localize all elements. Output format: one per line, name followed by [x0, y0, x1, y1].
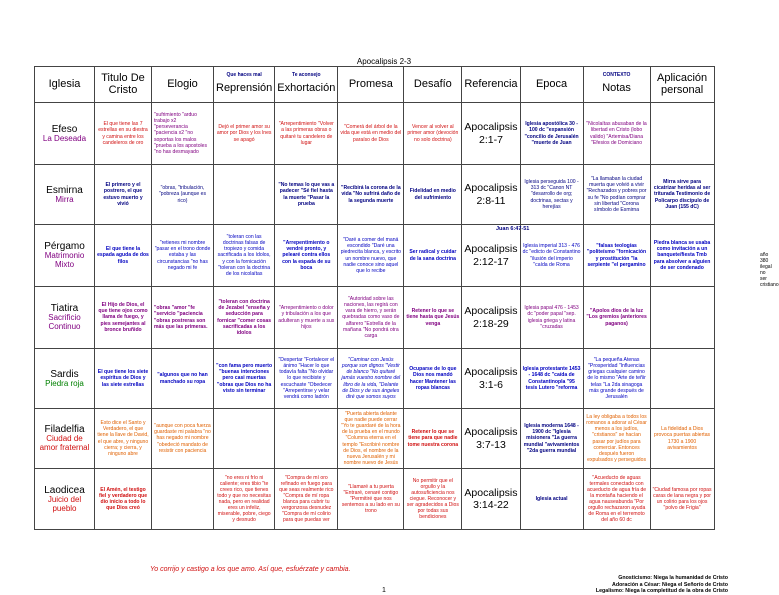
reprension-cell: "toleran con las doctrinas falsas de tropiezo y comida sacrificada a los ídolos, y con la fornicación "toleran con la doctrina de los nicolaítas	[214, 225, 275, 287]
exhortacion-cell: "Compra de mí oro refinado en fuego para que seas realmente rico "Compra de mí ropa blanca para cubrir tu vergonzosa desnudez "Compra de mí colirio para que puedas ver	[275, 469, 338, 530]
church-cell	[35, 469, 95, 530]
elogio-cell	[152, 469, 214, 530]
elogio-cell: "algunos que no han manchado su ropa	[152, 349, 214, 409]
notas-cell: "La llamaban la ciudad muerta que volvió a vivir "Rechazados y pobres por su fe "No podían comprar sin libertad "Corona símbolo de Esmirna	[583, 165, 650, 225]
desafio-cell: Vencer al volver al primer amor (devoción no solo doctrina)	[404, 103, 462, 165]
reprension-cell	[214, 165, 275, 225]
notas-cell: "La pequeña Atenas "Prosperidad "Influencias griegas cualquier camino de lo mismo "Arte de teñir telas "La 2da sinagoga más grande después de Jerusalén	[583, 349, 650, 409]
header-iglesia: Iglesia	[35, 67, 95, 103]
reprension-cell: "no eres ni frío ni caliente; eres tibio "te crees rico, que tienes todo y que no necesitas nada, pero en realidad eres un infeliz, miserable, pobre, ciego y desnudo	[214, 469, 275, 530]
church-name: Laodicea	[44, 484, 85, 496]
epoca-cell: Iglesia protestante 1453 - 1648 dc "caída de Constantinopla "95 tesis Lutero "reforma	[520, 349, 583, 409]
table-row	[35, 103, 715, 165]
header-reprension-label: Reprensión	[216, 81, 273, 94]
church-meaning: Mirra	[55, 194, 74, 204]
note-line: Gnosticismo: Niega la humanidad de Cristo	[618, 575, 728, 581]
aplicacion-cell	[650, 287, 714, 349]
elogio-cell: "aunque con poca fuerza guardaste mi palabra "no has negado mi nombre "obedeció mandato de resistir con paciencia	[152, 409, 214, 469]
epoca-cell: Iglesia actual	[520, 469, 583, 530]
aplicacion-cell: La fidelidad a Dios provoca puertas abiertas 1730 a 1900 avivamientos	[650, 409, 714, 469]
epoca-cell: Iglesia perseguida 100 - 313 dc "Canon NT "desarrollo de org; doctrinas, sectas y herejías	[520, 165, 583, 225]
exhortacion-cell: "Arrepentimiento o vendré pronto, y pelearé contra ellos con la espada de su boca	[275, 225, 338, 287]
header-notas-label: Notas	[602, 81, 631, 94]
aplicacion-cell: Mirra sirve para cicatrizar heridas al ser triturada Testimonio de Policarpo discípulo de Juan (155 dC)	[650, 165, 714, 225]
church-name: Efeso	[51, 123, 78, 135]
promesa-cell: "Puerta abierta delante que nadie puede cerrar "Yo te guardaré de la hora de la prueba en el mundo "Columna eterna en el templo "Escribiré nombre de Dios, el nombre de la nueva Jerusalén y mi nombre nuevo de Jesús	[338, 409, 404, 469]
side-note-esmirna: año 380 ilegal no ser cristiano	[760, 252, 779, 288]
notas-cell: "Apolos dios de la luz "Los gremios (anteriores paganos)	[583, 287, 650, 349]
notas-cell: La ley obligaba a todos los romanos a adorar al César menos a los judíos, "cristianos" se hacían pasar por judíos para comerciar. Entonces después fueron expulsados y perseguidos	[583, 409, 650, 469]
church-meaning: Piedra roja	[45, 378, 84, 388]
notas-cell: "Nicolaítas abusaban de la libertad en Cristo (lobo valido) "Artemisa/Diana "Efesios de Domiciano	[583, 103, 650, 165]
desafio-cell: Retener lo que se tiene hasta que Jesús venga	[404, 287, 462, 349]
titulo-cell: El que tiene los siete espíritus de Dios y las siete estrellas	[95, 349, 152, 409]
church-cell	[35, 349, 95, 409]
church-name: Esmirna	[46, 184, 83, 196]
desafio-cell: Retener lo que se tiene para que nadie tome nuestra corona	[404, 409, 462, 469]
reprension-cell	[214, 409, 275, 469]
church-cell	[35, 103, 95, 165]
header-aplicacion: Aplicación personal	[650, 67, 714, 103]
note-line: Legalismo: Niega la completitud de la obra de Cristo	[595, 588, 728, 595]
church-meaning: Matrimonio Mixto	[44, 251, 85, 269]
promesa-cell: "Daré a comer del maná escondido "Daré una piedrecita blanca, y escrito un nombre nuevo, que nadie conoce sino aquel que lo recibe	[338, 225, 404, 287]
table-row	[35, 287, 715, 349]
desafio-cell: No permitir que el orgullo y la autosuficiencia nos ciegue. Reconocer y ser agradecidos a Dios por todas sus bendiciones	[404, 469, 462, 530]
titulo-cell: El Hijo de Dios, el que tiene ojos como llama de fuego, y pies semejantes al bronce bruñido	[95, 287, 152, 349]
exhortacion-cell	[275, 409, 338, 469]
epoca-cell: Iglesia papal 476 - 1453 dc "poder papal "sep. iglesia griega y latina "cruzadas	[520, 287, 583, 349]
reprension-cell: "toleran con doctrina de Jezabel "enseña y seducción para fornicar "comer cosas sacrificadas a los ídolos	[214, 287, 275, 349]
promesa-cell: "Caminar con Jesús porque son dignos "Vestir de blanco "No quitaré jamás vuestro nombre del libro de la vida, "Delante de Dios y de sus ángeles diré que somos suyos	[338, 349, 404, 409]
page-number: 1	[382, 587, 386, 594]
church-name: Filadelfia	[44, 424, 85, 436]
header-row	[35, 67, 715, 103]
header-promesa: Promesa	[338, 67, 404, 103]
church-cell	[35, 225, 95, 287]
aplicacion-cell: "Ciudad famosa por ropas caras de lana negra y por un colirio para los ojos "polvo de Frigia"	[650, 469, 714, 530]
header-reprension	[214, 67, 275, 103]
church-name: Tiatira	[50, 303, 79, 315]
table-row	[35, 225, 715, 287]
promesa-cell: "Autoridad sobre las naciones, las regirá con vara de hierro, y serán quebradas como vaso de alfarero "Estrella de la mañana "No pondrá otra carga	[338, 287, 404, 349]
church-name: Sardis	[50, 368, 79, 380]
juan-reference-note: Juan 6:47-51	[496, 226, 530, 232]
desafio-cell: Fidelidad en medio del sufrimiento	[404, 165, 462, 225]
header-reprension-top: Que haces mal	[226, 72, 262, 79]
reprension-cell: Dejó el primer amor su amor por Dios y los lnes se apagó	[214, 103, 275, 165]
church-meaning: Juicio del pueblo	[47, 494, 82, 513]
comparison-table	[34, 66, 715, 530]
church-cell	[35, 287, 95, 349]
referencia-cell: Apocalipsis 2:12-17	[462, 225, 520, 287]
header-desafio: Desafío	[404, 67, 462, 103]
table-row	[35, 469, 715, 530]
page-title: Apocalipsis 2-3	[356, 57, 412, 66]
epoca-cell: Iglesia imperial 313 - 476 dc "edicto de Constantino "ilusión del imperio "caída de Roma	[520, 225, 583, 287]
desafio-cell: Ocuparse de lo que Dios nos mandó hacer Mantener las ropas blancas	[404, 349, 462, 409]
footer-quote: Yo corrijo y castigo a los que amo. Así que, esfuérzate y cambia.	[150, 566, 351, 573]
exhortacion-cell: "Arrepentimiento "Volver a las primeras obras o quitaré tu candelero de lugar	[275, 103, 338, 165]
notas-cell: "Acueducto de aguas termales conectado con acueducto de agua fría de la montaña haciendo el agua nauseabunda "Por orgullo rechazaron ayuda de Roma en el terremoto del año 60 dc	[583, 469, 650, 530]
promesa-cell: "Recibirá la corona de la vida "No sufrirá daño de la segunda muerte	[338, 165, 404, 225]
aplicacion-cell	[650, 349, 714, 409]
church-meaning: Ciudad de amor fraternal	[39, 434, 90, 452]
promesa-cell: "Llamaré a tu puerta "Entraré, cenaré contigo "Permitiré que nos sentemos a su lado en su trono	[338, 469, 404, 530]
note-line: Adoración a César: Niega el Señorío de Cristo	[612, 581, 728, 588]
referencia-cell: Apocalipsis 3:1-6	[462, 349, 520, 409]
aplicacion-cell	[650, 103, 714, 165]
referencia-cell: Apocalipsis 3:7-13	[462, 409, 520, 469]
elogio-cell: "obras, "tribulación, "pobreza (aunque es rico)	[152, 165, 214, 225]
church-cell	[35, 165, 95, 225]
referencia-cell: Apocalipsis 2:18-29	[462, 287, 520, 349]
titulo-cell: Esto dice el Santo y Verdadero, el que tiene la llave de David, el que abre, y ninguno cierra; y cierra, y ninguno abre	[95, 409, 152, 469]
header-exhortacion-label: Exhortación	[277, 81, 336, 94]
header-referencia: Referencia	[462, 67, 520, 103]
church-name: Pérgamo	[44, 241, 85, 253]
epoca-cell: Iglesia apostólica 30 - 100 dc "expansión "concilio de Jerusalén "muerte de Juan	[520, 103, 583, 165]
header-notas-top: CONTEXTO	[602, 72, 631, 79]
exhortacion-cell: "Arrepentimiento o dolor y tribulación a los que adulteran y muerte a sus hijos	[275, 287, 338, 349]
table-row	[35, 165, 715, 225]
exhortacion-cell: "No temas lo que vas a padecer "Sé fiel hasta la muerte "Pasar la prueba	[275, 165, 338, 225]
elogio-cell: "sufrimiento "arduo trabajo x2 "perseverancia "paciencia x2 "no soportas los malos "prueba a los apostoles "no has desmayado	[152, 103, 214, 165]
titulo-cell: El primero y el postrero, el que estuvo muerto y vivió	[95, 165, 152, 225]
titulo-cell: El que tiene la espada aguda de dos filos	[95, 225, 152, 287]
reprension-cell: "con fama pero muerto "buenas intenciones pero casi muertas "obras que Dios no ha visto sin terminar	[214, 349, 275, 409]
church-meaning: La Deseada	[42, 133, 87, 143]
table-row	[35, 409, 715, 469]
church-meaning: Sacrificio Continuo	[48, 313, 81, 331]
exhortacion-cell: "Despertar "Fortalecer el ánimo "Hacer lo que todavía falta "No olvidar lo que recibiste y escuchaste "Obedecer "Arrepentirse y velar vendrá como ladrón	[275, 349, 338, 409]
titulo-cell: El que tiene las 7 estrellas en su diestra y camina entre los candeleros de oro	[95, 103, 152, 165]
titulo-cell: El Amén, el testigo fiel y verdadero que dio inicio a todo lo que Dios creó	[95, 469, 152, 530]
header-titulo: Titulo De Cristo	[95, 67, 152, 103]
header-elogio: Elogio	[152, 67, 214, 103]
header-exhortacion	[275, 67, 338, 103]
promesa-cell: "Comerá del árbol de la vida que está en medio del paraíso de Dios	[338, 103, 404, 165]
elogio-cell: "retienes mi nombre "pasar en el trono donde estaba y las circunstancias "no has negado mi fe	[152, 225, 214, 287]
notas-cell: "falsas teologías "politeísmo "fornicación y prostitución "la serpiente "el pergamino	[583, 225, 650, 287]
elogio-cell: "obras "amor "fe "servicio "paciencia "obras postreras son más que las primeras.	[152, 287, 214, 349]
header-exhortacion-top: Te aconsejo	[292, 72, 321, 79]
referencia-cell: Apocalipsis 2:1-7	[462, 103, 520, 165]
header-epoca: Epoca	[520, 67, 583, 103]
referencia-cell: Apocalipsis 2:8-11	[462, 165, 520, 225]
epoca-cell: Iglesia moderna 1648 - 1900 dc "Iglesia misionera "1a guerra mundial "avivamientos "2da guerra mundial	[520, 409, 583, 469]
aplicacion-cell: Piedra blanca se usaba como invitación a un banquete/fiesta Tmb para absolver a alguien de ser condenado	[650, 225, 714, 287]
desafio-cell: Ser radical y cuidar de la sana doctrina	[404, 225, 462, 287]
referencia-cell: Apocalipsis 3:14-22	[462, 469, 520, 530]
church-cell	[35, 409, 95, 469]
table-row	[35, 349, 715, 409]
header-notas	[583, 67, 650, 103]
